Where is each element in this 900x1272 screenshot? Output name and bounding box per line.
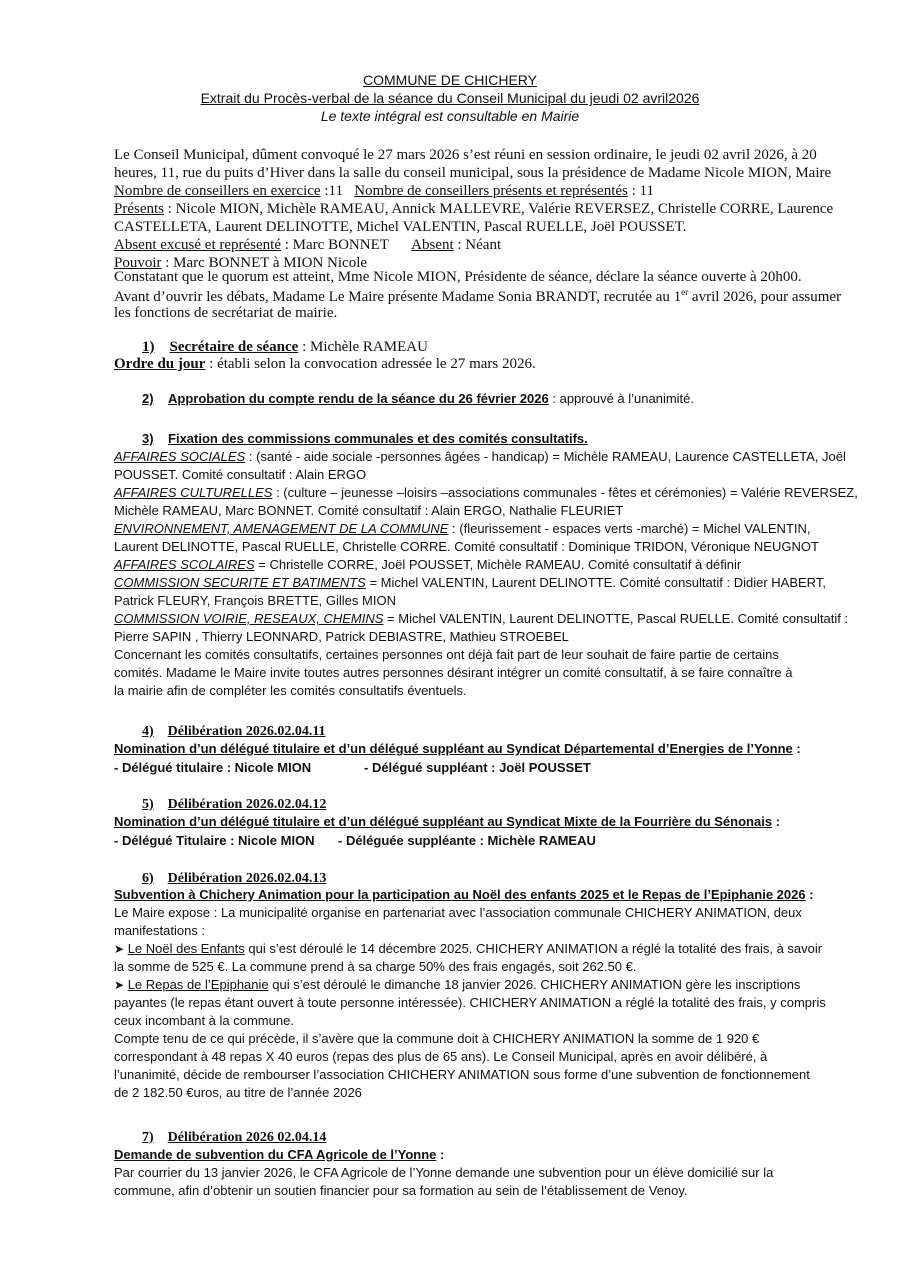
env-line-2: Laurent DELINOTTE, Pascal RUELLE, Christelle CORRE. Comité consultatif : Dominique TRIDON, Véronique NEUGNOT <box>114 539 819 554</box>
arrow-bullet-icon: ➤ <box>114 978 125 992</box>
s2-value: : approuvé à l’unanimité. <box>548 391 695 406</box>
s6-subtitle-line <box>114 887 814 902</box>
voirie-l1: = Michel VALENTIN, Laurent DELINOTTE, Pascal RUELLE. Comité consultatif : <box>383 611 849 626</box>
ordre-du-jour-line <box>114 356 536 373</box>
section-4-heading <box>142 724 326 740</box>
section-5-heading <box>142 797 326 813</box>
avant-l1-a: Avant d’ouvrir les débats, Madame Le Maire présente Madame Sonia BRANDT, recrutée au 1 <box>114 289 682 305</box>
securite-line-2: Patrick FLEURY, François BRETTE, Gilles MION <box>114 593 396 608</box>
s2-title: Approbation du compte rendu de la séance du 26 février 2026 <box>168 391 549 406</box>
securite-label: COMMISSION SECURITE ET BATIMENTS <box>114 575 366 590</box>
s1-value: : Michèle RAMEAU <box>298 339 428 355</box>
arrow-bullet-icon: ➤ <box>114 942 125 956</box>
odj-value: : établi selon la convocation adressée le 27 mars 2026. <box>205 356 536 372</box>
section-7-heading <box>142 1130 326 1146</box>
s7-title: Délibération 2026 02.04.14 <box>167 1130 327 1145</box>
sociales-label: AFFAIRES SOCIALES <box>114 449 246 464</box>
s6-bullet-1-line-2: la somme de 525 €. La commune prend à sa charge 50% des frais engagés, soit 262.50 €. <box>114 959 637 974</box>
presents-count-value: : 11 <box>627 183 654 199</box>
sociales-l1: : (santé - aide sociale -personnes âgées - handicap) = Michèle RAMEAU, Laurence CASTELLETA, Joël <box>245 449 846 464</box>
voirie-line-2: Pierre SAPIN , Thierry LEONNARD, Patrick DEBIASTRE, Mathieu STROEBEL <box>114 629 569 644</box>
s6-bullet-1-line-1 <box>114 941 822 956</box>
s6-title: Délibération 2026.02.04.13 <box>167 871 327 886</box>
pouvoir-value: : Marc BONNET à MION Nicole <box>161 255 368 271</box>
section-2-heading <box>142 391 694 406</box>
header-extrait <box>0 90 900 106</box>
bullet1-label: Le Noël des Enfants <box>127 941 245 956</box>
scolaires-line <box>114 557 741 572</box>
culturelles-label: AFFAIRES CULTURELLES <box>114 485 273 500</box>
s4-title: Délibération 2026.02.04.11 <box>167 724 326 739</box>
odj-label: Ordre du jour <box>114 356 206 372</box>
quorum-line: Constatant que le quorum est atteint, Mme Nicole MION, Présidente de séance, déclare la séance ouverte à 20h00. <box>114 269 802 285</box>
bullet2-l1: qui s’est déroulé le dimanche 18 janvier 2026. CHICHERY ANIMATION gère les inscriptions <box>268 977 801 992</box>
s7-line-2: commune, afin d’obtenir un soutien financier pour sa formation au sein de l’établissement de Venoy. <box>114 1183 688 1198</box>
header-commune <box>0 72 900 88</box>
absent-label: Absent <box>411 237 454 253</box>
intro-line-1: Le Conseil Municipal, dûment convoqué le 27 mars 2026 s’est réuni en session ordinaire, le jeudi 02 avril 2026, à 20 <box>114 147 817 163</box>
s5-subtitle-line <box>114 814 780 829</box>
s6-compte-line-2: correspondant à 48 repas X 40 euros (repas des plus de 65 ans). Le Conseil Municipal, après en avoir délibéré, à <box>114 1049 768 1064</box>
s1-num: 1) <box>142 339 155 355</box>
exercice-value: :11 <box>320 183 343 199</box>
presents-label: Présents <box>114 201 164 217</box>
sociales-line-2: POUSSET. Comité consultatif : Alain ERGO <box>114 467 367 482</box>
presents-l1: : Nicole MION, Michèle RAMEAU, Annick MALLEVRE, Valérie REVERSEZ, Christelle CORRE, Laurence <box>164 201 834 217</box>
s1-title: Secrétaire de séance <box>169 339 299 355</box>
intro-line-2: heures, 11, rue du puits d’Hiver dans la salle du conseil municipal, sous la présidence de Madame Nicole MION, Maire <box>114 165 832 181</box>
s6-expose-line-2: manifestations : <box>114 923 206 938</box>
s4-titulaire: - Délégué titulaire : Nicole MION <box>114 760 312 775</box>
header-commune-text: COMMUNE DE CHICHERY <box>363 72 537 88</box>
s6-compte-line-3: l’unanimité, décide de rembourser l’association CHICHERY ANIMATION sous forme d’une subvention de fonctionnement <box>114 1067 810 1082</box>
pouvoir-label: Pouvoir <box>114 255 162 271</box>
s7-line-1: Par courrier du 13 janvier 2026, le CFA Agricole de l’Yonne demande une subvention pour un élève domicilié sur la <box>114 1165 774 1180</box>
s5-title: Délibération 2026.02.04.12 <box>167 797 327 812</box>
s6-subtitle-colon: : <box>805 887 814 902</box>
s6-compte-line-4: de 2 182.50 €uros, au titre de l’année 2026 <box>114 1085 362 1100</box>
s6-bullet-2-line-1 <box>114 977 800 992</box>
header-integral: Le texte intégral est consultable en Mairie <box>320 108 580 124</box>
culturelles-l1: : (culture – jeunesse –loisirs –associations communales - fêtes et cérémonies) = Valérie REVERSEZ, <box>272 485 858 500</box>
intro-counts <box>114 183 654 200</box>
securite-line-1 <box>114 575 826 590</box>
s6-num: 6) <box>142 871 154 886</box>
s6-bullet-2-line-3: ceux incombant à la commune. <box>114 1013 294 1028</box>
culturelles-line-2: Michèle RAMEAU, Marc BONNET. Comité consultatif : Alain ERGO, Nathalie FLEURIET <box>114 503 624 518</box>
voirie-label: COMMISSION VOIRIE, RESEAUX, CHEMINS <box>114 611 384 626</box>
s4-subtitle-colon: : <box>792 741 801 756</box>
section-6-heading <box>142 871 326 887</box>
absent-excuse-label: Absent excusé et représenté <box>114 237 282 253</box>
bullet2-label: Le Repas de l’Epiphanie <box>127 977 269 992</box>
presents-line-1 <box>114 201 833 218</box>
section-3-heading <box>142 431 588 446</box>
comites-line-1: Concernant les comités consultatifs, certaines personnes ont déjà fait part de leur souhait de faire partie de certains <box>114 647 779 662</box>
absent-line <box>114 237 501 254</box>
voirie-line-1 <box>114 611 848 626</box>
scolaires-label: AFFAIRES SCOLAIRES <box>114 557 255 572</box>
s5-titulaire: - Délégué Titulaire : Nicole MION <box>114 833 315 848</box>
s7-num: 7) <box>142 1130 154 1145</box>
culturelles-line-1 <box>114 485 858 500</box>
s5-num: 5) <box>142 797 154 812</box>
s4-subtitle-line <box>114 741 801 756</box>
s5-subtitle-colon: : <box>772 814 780 829</box>
avant-l1-b: avril 2026, pour assumer <box>688 289 842 305</box>
presents-line-2: CASTELLETA, Laurent DELINOTTE, Michel VALENTIN, Pascal RUELLE, Joël POUSSET. <box>114 219 687 235</box>
s6-expose-line-1: Le Maire expose : La municipalité organise en partenariat avec l’association communale CHICHERY ANIMATION, deux <box>114 905 802 920</box>
s5-suppleant: - Déléguée suppléante : Michèle RAMEAU <box>338 833 596 848</box>
bullet1-l1: qui s’est déroulé le 14 décembre 2025. CHICHERY ANIMATION a réglé la totalité des frais, à savoir <box>244 941 823 956</box>
s4-subtitle: Nomination d’un délégué titulaire et d’un délégué suppléant au Syndicat Départemental d’Energies de l’Yonne <box>114 741 793 756</box>
sociales-line-1 <box>114 449 846 464</box>
absent-value: : Néant <box>453 237 502 253</box>
presents-count-label: Nombre de conseillers présents et représentés <box>354 183 628 199</box>
s2-num: 2) <box>142 391 154 406</box>
s4-suppleant: - Délégué suppléant : Joël POUSSET <box>364 760 591 775</box>
s3-num: 3) <box>142 431 154 446</box>
s6-compte-line-1: Compte tenu de ce qui précède, il s’avère que la commune doit à CHICHERY ANIMATION la somme de 1 920 € <box>114 1031 760 1046</box>
section-1-heading <box>142 339 428 356</box>
env-label: ENVIRONNEMENT, AMENAGEMENT DE LA COMMUNE <box>114 521 449 536</box>
absent-excuse-value: : Marc BONNET <box>281 237 389 253</box>
scolaires-value: = Christelle CORRE, Joël POUSSET, Michèle RAMEAU. Comité consultatif à définir <box>254 557 742 572</box>
comites-line-3: la mairie afin de compléter les comités consultatifs éventuels. <box>114 683 467 698</box>
comites-line-2: comités. Madame le Maire invite toutes autres personnes désirant intégrer un comité consultatif, à se faire connaître à <box>114 665 793 680</box>
avant-line-1 <box>114 287 841 306</box>
avant-sup: er <box>681 287 689 297</box>
header-extrait-text: Extrait du Procès-verbal de la séance du Conseil Municipal du jeudi 02 avril2026 <box>200 90 700 106</box>
s4-num: 4) <box>142 724 154 739</box>
exercice-label: Nombre de conseillers en exercice <box>114 183 321 199</box>
s3-title: Fixation des commissions communales et des comités consultatifs. <box>168 431 588 446</box>
s7-subtitle-colon: : <box>436 1147 445 1162</box>
avant-line-2: les fonctions de secrétariat de mairie. <box>114 305 338 321</box>
env-line-1 <box>114 521 811 536</box>
s5-subtitle: Nomination d’un délégué titulaire et d’un délégué suppléant au Syndicat Mixte de la Fourrière du Sénonais <box>114 814 773 829</box>
env-l1: : (fleurissement - espaces verts -marché) = Michel VALENTIN, <box>448 521 811 536</box>
s6-subtitle: Subvention à Chichery Animation pour la participation au Noël des enfants 2025 et le Repas de l’Epiphanie 2026 <box>114 887 806 902</box>
s6-bullet-2-line-2: payantes (le repas étant ouvert à toute personne intéressée). CHICHERY ANIMATION a réglé la totalité des frais, y compris <box>114 995 826 1010</box>
securite-l1: = Michel VALENTIN, Laurent DELINOTTE. Comité consultatif : Didier HABERT, <box>365 575 826 590</box>
s7-subtitle-line <box>114 1147 444 1162</box>
s7-subtitle: Demande de subvention du CFA Agricole de l’Yonne <box>114 1147 437 1162</box>
